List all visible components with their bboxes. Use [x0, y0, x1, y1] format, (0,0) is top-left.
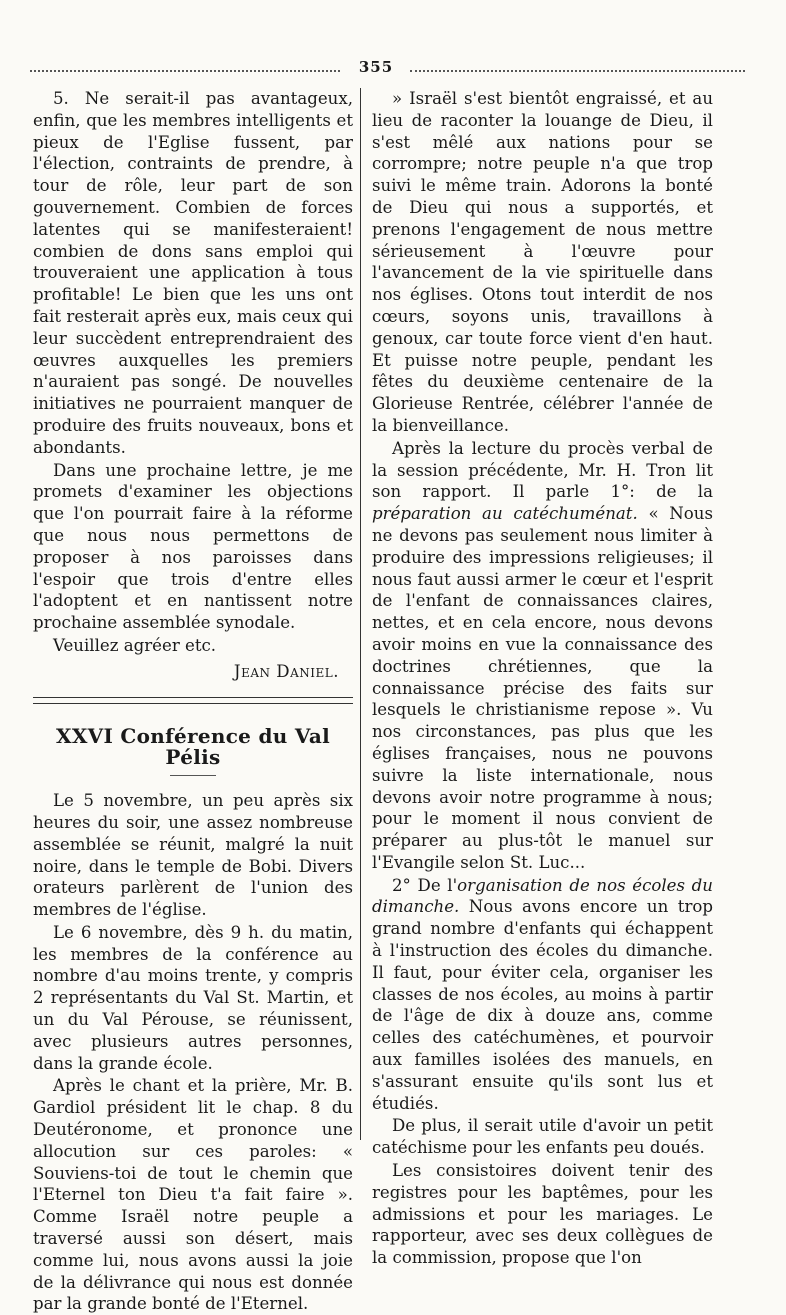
paragraph: Veuillez agréer etc. — [53, 635, 217, 655]
paragraph — [372, 438, 713, 874]
header-ornament-right — [410, 70, 745, 72]
page-header — [30, 58, 745, 78]
text-run: « Nous ne devons pas seulement nous limiter à produire des impressions religieuses; il nous faut aussi armer le cœur et l'esprit de l'enfant de connaissances claires, nettes, et en cela encore, nous devons avoir moins en vue la connaissance des doctrines chrétiennes, que la connaissance précise des faits sur lesquels le christianisme repose ». Vu nos circonstances, pas plus que les églises françaises, nous ne pouvons suivre la liste internationale, nous devons avoir notre programme à nous; pour le moment il nous convient de préparer au plus-tôt le manuel sur l'Evangile selon St. Luc... — [372, 504, 713, 872]
left-column — [33, 88, 353, 1315]
right-column — [372, 88, 713, 1269]
paragraph: Les consistoires doivent tenir des registres pour les baptêmes, pour les admissions et pour les mariages. Le rapporteur, avec ses deux collègues de la commission, propose que l'on — [372, 1161, 713, 1268]
text-run: Nous avons encore un trop grand nombre d'enfants qui échappent à l'instruction des écoles du dimanche. Il faut, pour éviter cela, organiser les classes de nos écoles, au moins à partir de l'âge de dix à douze ans, comme celles des catéchumènes, et pourvoir aux familles isolées des manuels, en s'assurant ensuite qu'ils sont lus et étudiés. — [372, 897, 713, 1113]
signature: Jean Daniel. — [233, 661, 339, 681]
paragraph: » Israël s'est bientôt engraissé, et au lieu de raconter la louange de Dieu, il s'est mêlé aux nations pour se corrompre; notre peuple n'a que trop suivi le même train. Adorons la bonté de Dieu qui nous a supportés, et prenons l'engagement de nous mettre sérieusement à l'œuvre pour l'avancement de la vie spirituelle dans nos églises. Otons tout interdit de nos cœurs, soyons unis, travaillons à genoux, car toute force vient d'en haut. Et puisse notre peuple, pendant les fêtes du deuxième centenaire de la Glorieuse Rentrée, célébrer l'année de la bienveillance. — [372, 89, 713, 435]
header-ornament-left — [30, 70, 340, 72]
paragraph: Dans une prochaine lettre, je me promets d'examiner les objections que l'on pourrait faire à la réforme que nous nous permettons de proposer à nos paroisses dans l'espoir que trois d'entre elles l'adoptent et en nantissent notre prochaine assemblée synodale. — [33, 460, 353, 633]
paragraph: Le 6 novembre, dès 9 h. du matin, les membres de la conférence au nombre d'au moins trente, y compris 2 représentants du Val St. Martin, et un du Val Pérouse, se réunissent, avec plusieurs autres personnes, dans la grande école. — [33, 922, 353, 1073]
column-divider — [360, 88, 361, 1140]
page-number: 355 — [358, 58, 394, 76]
section-title: XXVI Conférence du Val Pélis — [56, 723, 330, 770]
italic-term: organisation de nos écoles du dimanche. — [372, 875, 713, 917]
text-run: 2° De l' — [392, 875, 458, 895]
title-ornament — [170, 775, 216, 776]
italic-term: préparation au catéchuménat. — [372, 504, 638, 524]
paragraph: De plus, il serait utile d'avoir un petit catéchisme pour les enfants peu doués. — [372, 1116, 713, 1158]
text-run: Après la lecture du procès verbal de la session précédente, Mr. H. Tron lit son rapport. Il parle 1°: de la — [372, 438, 713, 502]
paragraph — [372, 875, 713, 1115]
section-divider — [33, 697, 353, 704]
paragraph: Après le chant et la prière, Mr. B. Gardiol président lit le chap. 8 du Deutéronome, et prononce une allocution sur ces paroles: « Souviens-toi de tout le chemin que l'Eternel ton Dieu t'a fait faire ». Comme Israël notre peuple a traversé aussi son désert, mais comme lui, nous avons aussi la joie de la délivrance qui nous est donnée par la grande bonté de l'Eternel. — [33, 1076, 353, 1314]
paragraph: Le 5 novembre, un peu après six heures du soir, une assez nombreuse assemblée se réunit, malgré la nuit noire, dans le temple de Bobi. Divers orateurs parlèrent de l'union des membres de l'église. — [33, 791, 353, 920]
paragraph: 5. Ne serait-il pas avantageux, enfin, que les membres intelligents et pieux de l'Eglise fussent, par l'élection, contraints de prendre, à tour de rôle, leur part de son gouvernement. Combien de forces latentes qui se manifesteraient! combien de dons sans emploi qui trouveraient une application à tous profitable! Le bien que les uns ont fait resterait après eux, mais ceux qui leur succèdent entreprendraient des œuvres auxquelles les premiers n'auraient pas songé. De nouvelles initiatives ne pourraient manquer de produire des fruits nouveaux, bons et abondants. — [33, 89, 353, 457]
